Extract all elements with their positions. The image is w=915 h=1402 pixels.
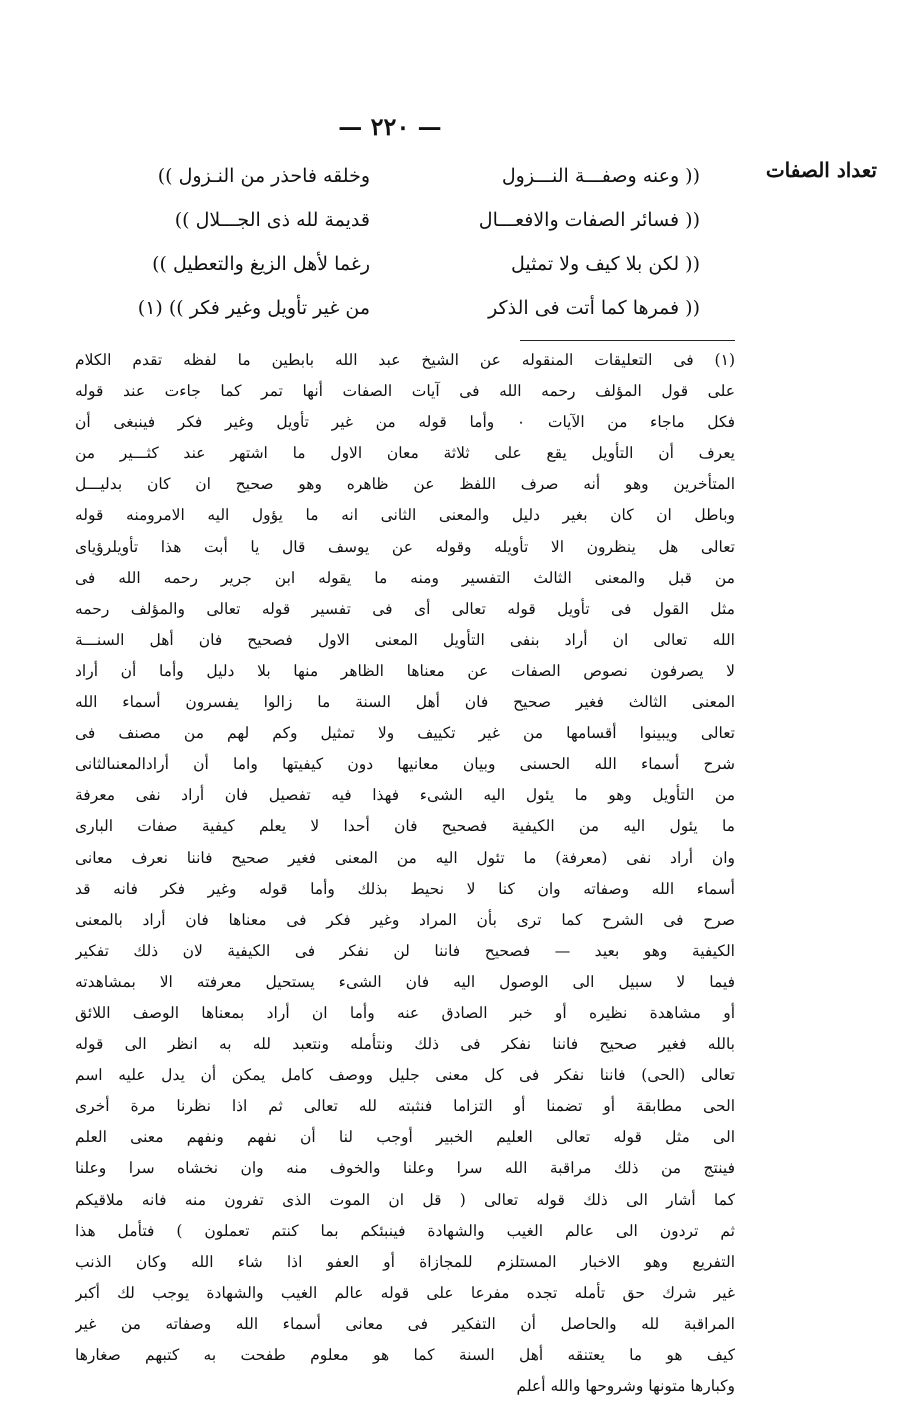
footnote-line: الله تعالى ان أراد بنفى التأويل المعنى الاول فصحيح فان أهل السنـــة bbox=[75, 630, 735, 649]
footnote-line: فيما لا سبيل الى الوصول اليه فان الشىء يستحيل معرفته الا بمشاهدته bbox=[75, 972, 735, 991]
footnote-separator bbox=[520, 340, 735, 341]
verse-second-hemistich: قديمة لله ذى الجـــلال )) bbox=[174, 209, 370, 231]
footnote-line: المتأخرين وهو أنه صرف اللفظ عن ظاهره وهو صحيح ان كان بدليـــل bbox=[75, 475, 735, 494]
verse-second-hemistich: من غير تأويل وغير فكر )) (١) bbox=[137, 297, 370, 319]
verse-block bbox=[100, 165, 700, 341]
footnote-line: صرح فى الشرح كما ترى بأن المراد وغير فكر فى معناها فان أراد بالمعنى bbox=[75, 910, 735, 929]
footnote-line: المعنى الثالث فغير صحيح فان أهل السنة ما زالوا يفسرون أسماء الله bbox=[75, 693, 735, 712]
footnote-line: غير شرك حق تأمله تجده مفرعا على قوله عالم الغيب والشهادة يوجب لك أكبر bbox=[75, 1283, 735, 1302]
verse-line bbox=[100, 165, 700, 209]
footnote-line: ما يئول اليه من الكيفية فصحيح فان أحدا لا يعلم كيفية صفات البارى bbox=[75, 817, 735, 836]
page-number: — ٢٢٠ — bbox=[338, 112, 442, 141]
footnote-line: الى مثل قوله تعالى العليم الخبير أوجب لنا أن نفهم ونفهم معنى العلم bbox=[75, 1128, 735, 1147]
footnote-line: تعالى هل ينظرون الا تأويله وقوله عن يوسف قال يا أبت هذا تأويلرؤياى bbox=[75, 537, 735, 556]
footnote-line: فينتج من ذلك مراقبة الله سرا وعلنا والخوف منه وان نخشاه سرا وعلنا bbox=[75, 1159, 735, 1178]
footnote bbox=[75, 345, 735, 1402]
verse-line bbox=[100, 253, 700, 297]
footnote-line: أو مشاهدة نظيره أو خبر الصادق عنه وأما ان أراد بمعناها الوصف اللائق bbox=[75, 1003, 735, 1022]
footnote-line: على قول المؤلف رحمه الله فى آيات الصفات أنها تمر كما جاءت عند قوله bbox=[75, 382, 735, 401]
footnote-line: الحى مطابقة أو تضمنا أو التزاما فنثبته لله تعالى ثم اذا نظرنا مرة أخرى bbox=[75, 1097, 735, 1116]
footnote-line: (١) فى التعليقات المنقوله عن الشيخ عبد الله بابطين ما لفظه تقدم الكلام bbox=[75, 351, 735, 369]
verse-first-hemistich: (( فسائر الصفات والافعـــال bbox=[478, 209, 700, 231]
footnote-line: شرح أسماء الله الحسنى وبيان معانيها دون كيفيتها واما أن أرادالمعنىالثانى bbox=[75, 755, 735, 774]
footnote-line: وباطل ان كان بغير دليل والمعنى الثانى انه ما يؤول اليه الامرومنه قوله bbox=[75, 506, 735, 525]
margin-heading: تعداد الصفات bbox=[765, 158, 877, 182]
footnote-line: بالله فغير صحيح فاننا نفكر فى ذلك ونتأمله ونتعبد لله به انظر الى قوله bbox=[75, 1035, 735, 1054]
verse-first-hemistich: (( وعنه وصفـــة النـــزول bbox=[501, 165, 700, 187]
footnote-line: التفريع وهو الاخبار المستلزم للمجازاة أو العفو اذا شاء الله وكان الذنب bbox=[75, 1252, 735, 1271]
footnote-line: وان أراد نفى (معرفة) ما تئول اليه من المعنى فغير صحيح فاننا نعرف معانى bbox=[75, 848, 735, 867]
footnote-line: تعالى ويبينوا أقسامها من غير تكييف ولا تمثيل وكم لهم من مصنف فى bbox=[75, 724, 735, 743]
verse-second-hemistich: وخلقه فاحذر من النـزول )) bbox=[157, 165, 370, 187]
verse-line bbox=[100, 297, 700, 341]
footnote-line: ثم تردون الى عالم الغيب والشهادة فينبئكم بما كنتم تعملون ) فتأمل هذا bbox=[75, 1221, 735, 1240]
footnote-line: لا يصرفون نصوص الصفات عن معناها الظاهر منها بلا دليل وأما أن أراد bbox=[75, 661, 735, 680]
footnote-line: مثل القول فى تأويل قوله تعالى أى فى تفسير قوله تعالى والمؤلف رحمه bbox=[75, 599, 735, 618]
footnote-line: كيف هو ما يعتنقه أهل السنة كما هو معلوم طفحت به كتبهم صغارها bbox=[75, 1346, 735, 1364]
footnote-line: المراقبة لله والحاصل أن التفكير فى معانى أسماء الله وصفاته من غير bbox=[75, 1314, 735, 1333]
footnote-line: كما أشار الى ذلك قوله تعالى ( قل ان الموت الذى تفرون منه فانه ملاقيكم bbox=[75, 1190, 735, 1209]
footnote-line: من قبل والمعنى الثالث التفسير ومنه ما يقوله ابن جرير رحمه الله فى bbox=[75, 568, 735, 587]
footnote-line: تعالى (الحى) فاننا نفكر فى كل معنى جليل ووصف كامل يمكن أن يدل عليه اسم bbox=[75, 1066, 735, 1085]
verse-line bbox=[100, 209, 700, 253]
verse-first-hemistich: (( لكن بلا كيف ولا تمثيل bbox=[511, 253, 700, 275]
footnote-line: أسماء الله وصفاته وان كنا لا نحيط بذلك وأما قوله وغير فكر فانه قد bbox=[75, 879, 735, 898]
footnote-line: فكل ماجاء من الآيات ٠ وأما قوله من غير تأويل وغير فكر فينبغى أن bbox=[75, 413, 735, 432]
footnote-line: وكبارها متونها وشروحها والله أعلم bbox=[516, 1377, 735, 1396]
footnote-line: من التأويل وهو ما يئول اليه الشىء فهذا فيه تفصيل فان أراد نفى معرفة bbox=[75, 786, 735, 805]
verse-second-hemistich: رغما لأهل الزيغ والتعطيل )) bbox=[152, 253, 370, 275]
footnote-line: يعرف أن التأويل يقع على ثلاثة معان الاول ما اشتهر عند كثـــير من bbox=[75, 444, 735, 463]
verse-first-hemistich: (( فمرها كما أتت فى الذكر bbox=[488, 297, 700, 319]
footnote-line: الكيفية وهو بعيد — فصحيح فاننا لن نفكر فى الكيفية لان ذلك تفكير bbox=[75, 941, 735, 960]
